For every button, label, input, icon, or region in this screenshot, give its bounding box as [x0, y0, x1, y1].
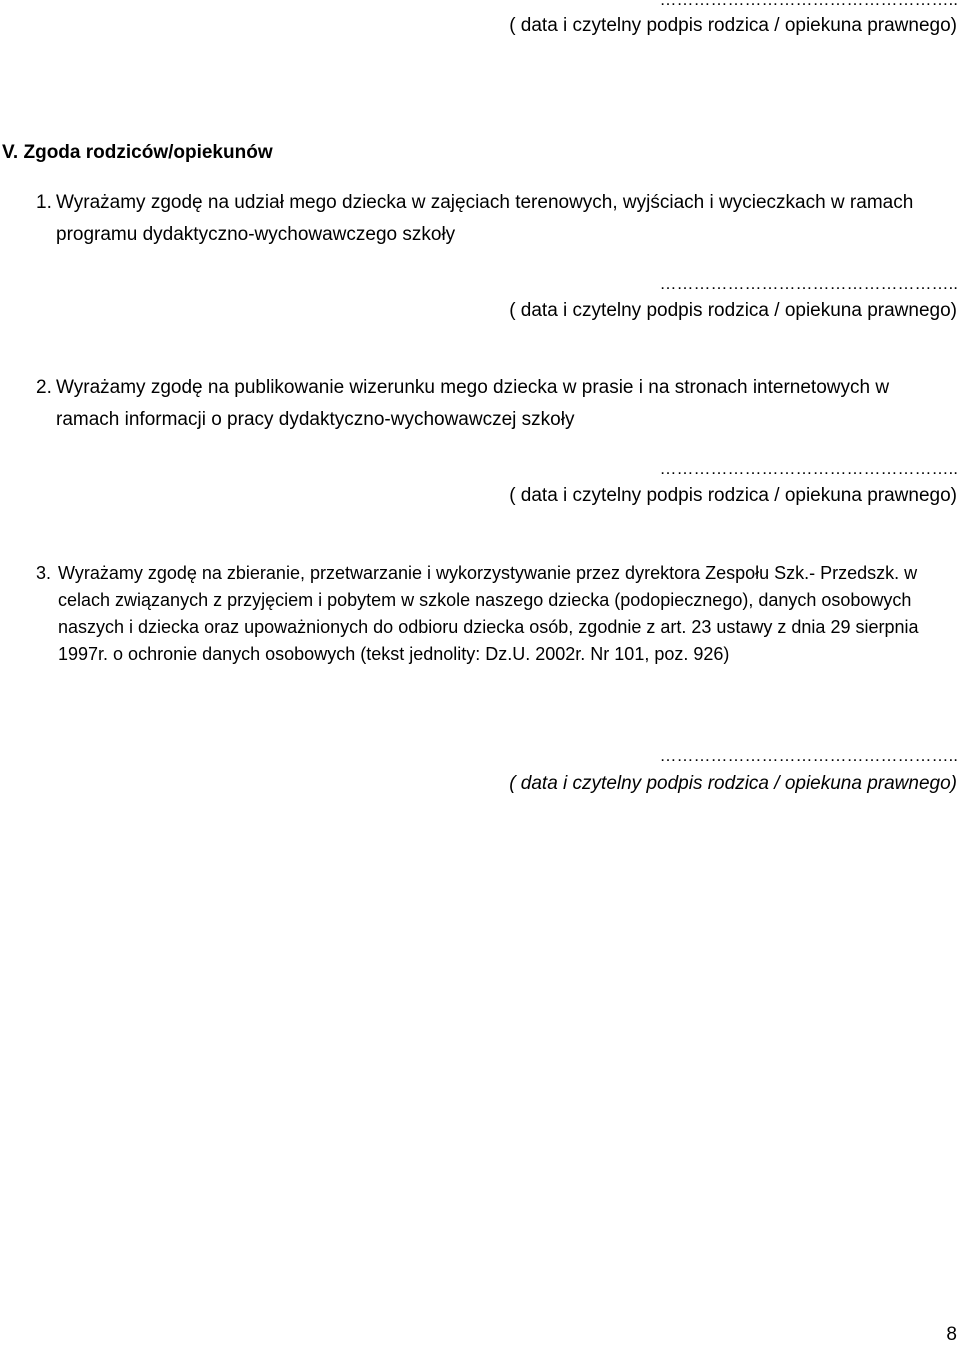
item-number: 2.	[36, 377, 52, 398]
signature-caption-2: ( data i czytelny podpis rodzica / opiekuna prawnego)	[509, 485, 957, 506]
signature-dots-1: ……………………………………………..	[659, 274, 958, 293]
consent-item-1	[36, 187, 956, 251]
signature-caption-top: ( data i czytelny podpis rodzica / opiekuna prawnego)	[509, 15, 957, 36]
item-number: 1.	[36, 192, 52, 213]
item-text: Wyrażamy zgodę na udział mego dziecka w zajęciach terenowych, wyjściach i wycieczkach w ramach programu dydaktyczno-wychowawczego szkoły	[56, 192, 914, 245]
consent-item-3	[36, 560, 956, 668]
item-number: 3.	[36, 563, 52, 583]
consent-item-2	[36, 372, 956, 436]
section-heading: V. Zgoda rodziców/opiekunów	[2, 142, 273, 163]
signature-dots-top	[660, 0, 958, 10]
signature-dots-3: ……………………………………………..	[659, 746, 958, 765]
signature-dots-2: ……………………………………………..	[659, 459, 958, 478]
item-text: Wyrażamy zgodę na publikowanie wizerunku mego dziecka w prasie i na stronach internetowych w ramach informacji o pracy dydaktyczno-wychowawczej szkoły	[56, 377, 890, 430]
item-text: Wyrażamy zgodę na zbieranie, przetwarzanie i wykorzystywanie przez dyrektora Zespołu Szk.- Przedszk. w celach związanych z przyjęciem i pobytem w szkole naszego dziecka (podopiecznego), danych osobowych naszych i dziecka oraz upoważnionych do odbioru dziecka osób, zgodnie z art. 23 ustawy z dnia 29 sierpnia 1997r. o ochronie danych osobowych (tekst jednolity: Dz.U. 2002r. Nr 101, poz. 926)	[58, 563, 919, 664]
signature-caption-1: ( data i czytelny podpis rodzica / opiekuna prawnego)	[509, 300, 957, 321]
page-number: 8	[946, 1324, 957, 1345]
signature-caption-3: ( data i czytelny podpis rodzica / opiekuna prawnego)	[509, 773, 957, 794]
